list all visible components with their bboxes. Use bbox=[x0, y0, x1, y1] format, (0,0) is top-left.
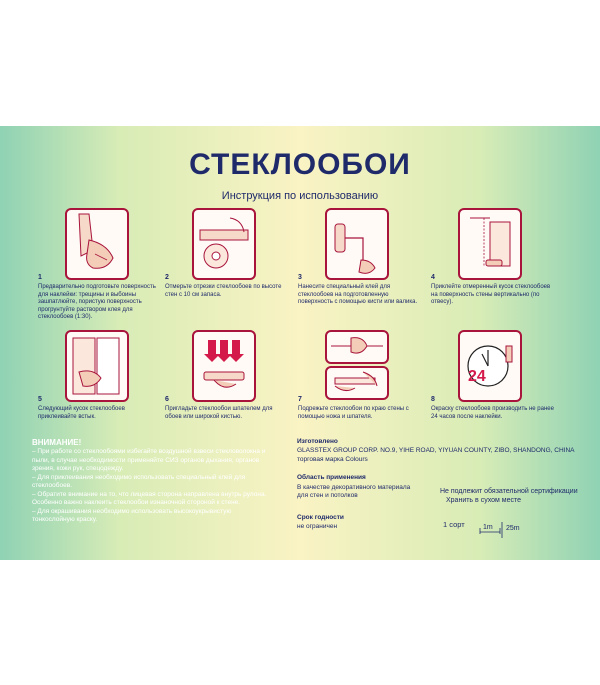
step-description: Отмерьте отрезки стеклообоев по высоте стен с 10 см запаса. bbox=[165, 284, 282, 298]
page-subtitle: Инструкция по использованию bbox=[221, 190, 379, 202]
usage-line-2: для стен и потолков bbox=[297, 492, 358, 499]
maker-heading: Изготовлено bbox=[297, 438, 338, 445]
clock-24-label: 24 bbox=[468, 368, 486, 385]
clock-24-icon bbox=[458, 330, 522, 402]
warning-line: зрения, кожи рук, спецодежду. bbox=[32, 465, 124, 472]
roll-width: 1m bbox=[483, 524, 493, 531]
warning-line: – Для приклеивания необходимо использовать специальный клей для bbox=[32, 473, 246, 481]
warning-title: ВНИМАНИЕ! bbox=[32, 438, 82, 447]
step-description: Приклейте отмеренный кусок стеклообоев на поверхность стены вертикально (по отвесу). bbox=[431, 284, 551, 305]
step-description: Окраску стеклообоев производить не ранее 24 часов после наклейки. bbox=[431, 406, 554, 420]
warning-line: Особенно важно наклеить стеклообои изнаночной стороной к стене. bbox=[32, 499, 241, 506]
warning-text bbox=[32, 448, 282, 525]
warning-line: тонкослойную краску. bbox=[32, 516, 98, 523]
step-number: 2 bbox=[165, 274, 169, 281]
step-description: Подрежьте стеклообои по краю стены с помощью ножа и шпателя. bbox=[298, 406, 409, 420]
page-title: СТЕКЛООБОИ bbox=[189, 148, 411, 181]
step-description: Следующий кусок стеклообоев приклеивайте встык. bbox=[38, 406, 125, 420]
step-number: 8 bbox=[431, 396, 435, 403]
warning-line: – При работе со стеклообоями избегайте воздушной взвеси стекловолокна и bbox=[32, 448, 266, 455]
step-number: 1 bbox=[38, 274, 42, 281]
warning-line: стеклообоев. bbox=[32, 482, 72, 489]
step-description: Нанесите специальный клей для стеклообоев на подготовленную поверхность с помощью кисти или валика. bbox=[298, 284, 418, 305]
knife-trimming-icon bbox=[325, 366, 389, 400]
usage-heading: Область применения bbox=[297, 474, 366, 481]
step-description: Пригладьте стеклообои шпателем для обоев или широкой кистью. bbox=[165, 406, 273, 420]
butt-joint-icon bbox=[65, 330, 129, 402]
paint-roller-icon bbox=[325, 208, 389, 280]
step-number: 6 bbox=[165, 396, 169, 403]
warning-line: – Для окрашивания необходимо использовать высокоукрывистую bbox=[32, 507, 232, 515]
step-description: Предварительно подготовьте поверхность для наклейки: трещины и выбоины зашпатлюйте, пористую поверхность прогрунтуйте раствором клея для стеклообоев (1:30). bbox=[38, 284, 156, 320]
knife-trimming-icon bbox=[325, 330, 389, 364]
step-number: 5 bbox=[38, 396, 42, 403]
maker-address: GLASSTEX GROUP CORP. NO.9, YIHE ROAD, YIYUAN COUNTY, ZIBO, SHANDONG, CHINA bbox=[297, 447, 575, 454]
warning-line: пыли, в случае необходимости применяйте СИЗ органов дыхания, органов bbox=[32, 456, 260, 464]
plumb-line-icon bbox=[458, 208, 522, 280]
shelf-life-value: не ограничен bbox=[297, 523, 338, 530]
grade-label: 1 сорт bbox=[443, 520, 465, 529]
info-band bbox=[0, 434, 600, 560]
step-number: 7 bbox=[298, 396, 302, 403]
step-number: 3 bbox=[298, 274, 302, 281]
shelf-life-heading: Срок годности bbox=[297, 514, 344, 521]
measuring-roll-icon bbox=[192, 208, 256, 280]
certification-note: Не подлежит обязательной сертификации bbox=[440, 488, 578, 495]
storage-note: Хранить в сухом месте bbox=[446, 497, 521, 504]
hand-tearing-paper-icon bbox=[65, 208, 129, 280]
instruction-sheet bbox=[0, 126, 600, 560]
spatula-smoothing-icon bbox=[192, 330, 256, 402]
step-number: 4 bbox=[431, 274, 435, 281]
roll-length: 25m bbox=[506, 525, 520, 532]
warning-line: – Обратите внимание на то, что лицевая сторона направлена внутрь рулона. bbox=[32, 490, 267, 498]
usage-line-1: В качестве декоративного материала bbox=[297, 484, 411, 491]
maker-brand: торговая марка Colours bbox=[297, 456, 368, 463]
